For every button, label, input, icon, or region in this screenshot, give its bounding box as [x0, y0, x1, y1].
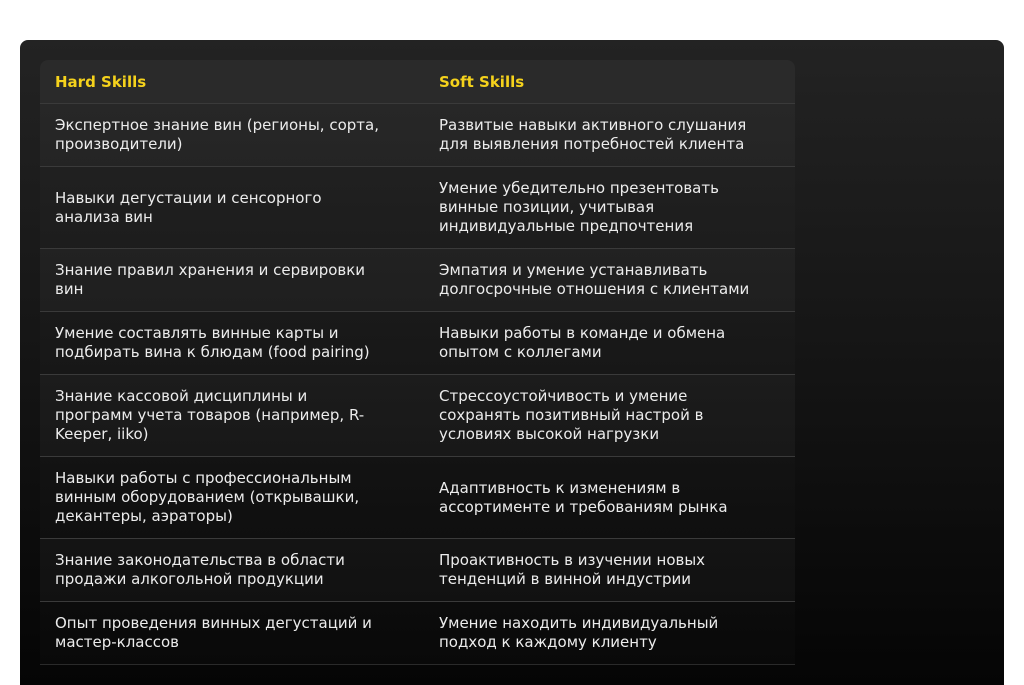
header-hard-skills: Hard Skills — [55, 72, 147, 91]
header-soft-skills: Soft Skills — [439, 72, 525, 91]
hard-skill-cell: Навыки работы с профессиональным винным оборудованием (открывашки, декантеры, аэраторы) — [55, 469, 360, 525]
soft-skill-cell: Умение находить индивидуальный подход к каждому клиенту — [439, 614, 719, 651]
hard-skill-cell: Навыки дегустации и сенсорного анализа вин — [55, 188, 322, 226]
table-header — [40, 60, 795, 104]
table-row — [40, 602, 795, 665]
soft-skill-cell: Стрессоустойчивость и умение сохранять позитивный настрой в условиях высокой нагрузки — [439, 387, 704, 443]
table-row — [40, 249, 795, 312]
skills-table — [40, 60, 795, 665]
table-row — [40, 104, 795, 167]
table-body — [40, 104, 795, 665]
table-row — [40, 312, 795, 375]
hard-skill-cell: Знание кассовой дисциплины и программ учета товаров (например, R- Keeper, iiko) — [55, 387, 365, 443]
soft-skill-cell: Эмпатия и умение устанавливать долгосрочные отношения с клиентами — [439, 261, 750, 298]
soft-skill-cell: Умение убедительно презентовать винные позиции, учитывая индивидуальные предпочтения — [439, 179, 719, 235]
table-row — [40, 375, 795, 457]
hard-skill-cell: Опыт проведения винных дегустаций и мастер-классов — [55, 614, 372, 651]
hard-skill-cell: Знание законодательства в области продажи алкогольной продукции — [55, 551, 345, 588]
soft-skill-cell: Навыки работы в команде и обмена опытом с коллегами — [439, 324, 726, 361]
hard-skill-cell: Знание правил хранения и сервировки вин — [55, 261, 366, 298]
hard-skill-cell: Экспертное знание вин (регионы, сорта, производители) — [55, 116, 379, 153]
table-row — [40, 457, 795, 539]
table-row — [40, 539, 795, 602]
soft-skill-cell: Проактивность в изучении новых тенденций в винной индустрии — [439, 551, 706, 588]
hard-skill-cell: Умение составлять винные карты и подбирать вина к блюдам (food pairing) — [55, 324, 370, 361]
skills-card — [20, 40, 1004, 685]
soft-skill-cell: Адаптивность к изменениям в ассортименте и требованиям рынка — [439, 478, 728, 516]
soft-skill-cell: Развитые навыки активного слушания для выявления потребностей клиента — [439, 116, 747, 153]
table-row — [40, 167, 795, 249]
